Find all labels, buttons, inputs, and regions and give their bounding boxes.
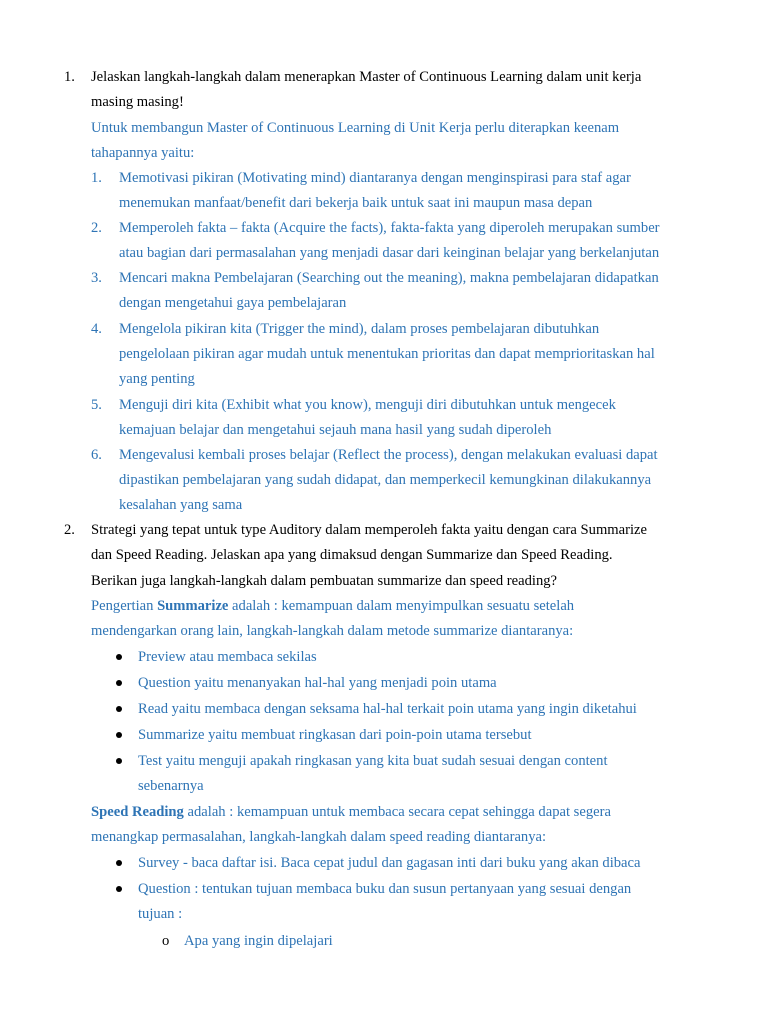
- speed-reading-definition-line-2: menangkap permasalahan, langkah-langkah dalam speed reading diantaranya:: [91, 829, 547, 845]
- step-1-line-2: menemukan manfaat/benefit dari bekerja baik untuk saat ini maupun masa depan: [119, 195, 593, 211]
- step-6-line-1: Mengevalusi kembali proses belajar (Reflect the process), dengan melakukan evaluasi dapat: [119, 447, 658, 463]
- summarize-bullet-3: Read yaitu membaca dengan seksama hal-hal terkait poin utama yang ingin diketahui: [138, 701, 637, 717]
- step-2-number: 2.: [91, 220, 102, 236]
- summarize-bullet-5-line-2: sebenarnya: [138, 778, 204, 794]
- step-5-line-2: kemajuan belajar dan mengetahui sejauh mana hasil yang sudah diperoleh: [119, 422, 552, 438]
- summarize-rest: adalah : kemampuan dalam menyimpulkan sesuatu setelah: [228, 598, 575, 614]
- bullet-dot-icon: [116, 886, 122, 892]
- step-1-number: 1.: [91, 170, 102, 186]
- bullet-dot-icon: [116, 706, 122, 712]
- speed-reading-bullet-2-line-2: tujuan :: [138, 906, 183, 922]
- summarize-term: Summarize: [157, 598, 229, 614]
- step-2-line-2: atau bagian dari permasalahan yang menjadi dasar dari keinginan belajar yang berkelanjutan: [119, 245, 660, 261]
- question-2-line-1: Strategi yang tepat untuk type Auditory dalam memperoleh fakta yaitu dengan cara Summarize: [91, 522, 648, 538]
- step-5-line-1: Menguji diri kita (Exhibit what you know), menguji diri dibutuhkan untuk mengecek: [119, 397, 616, 413]
- step-3-line-1: Mencari makna Pembelajaran (Searching out the meaning), makna pembelajaran didapatkan: [119, 270, 659, 286]
- step-2-line-1: Memperoleh fakta – fakta (Acquire the facts), fakta-fakta yang diperoleh merupakan sumber: [119, 220, 660, 236]
- speed-reading-term: Speed Reading: [91, 804, 184, 820]
- bullet-dot-icon: [116, 732, 122, 738]
- question-2-number: 2.: [64, 522, 75, 538]
- step-4-line-2: pengelolaan pikiran agar mudah untuk menentukan prioritas dan dapat memprioritaskan hal: [119, 346, 655, 362]
- question-2-line-2: dan Speed Reading. Jelaskan apa yang dimaksud dengan Summarize dan Speed Reading.: [91, 547, 613, 563]
- step-6-number: 6.: [91, 447, 102, 463]
- summarize-bullet-5-line-1: Test yaitu menguji apakah ringkasan yang kita buat sudah sesuai dengan content: [138, 753, 608, 769]
- summarize-prefix: Pengertian: [91, 598, 158, 614]
- question-2-line-3: Berikan juga langkah-langkah dalam pembuatan summarize dan speed reading?: [91, 573, 558, 589]
- step-6-line-3: kesalahan yang sama: [119, 497, 243, 513]
- bullet-dot-icon: [116, 860, 122, 866]
- summarize-bullet-1: Preview atau membaca sekilas: [138, 649, 317, 665]
- question-1-line-2: masing masing!: [91, 94, 184, 110]
- step-4-number: 4.: [91, 321, 102, 337]
- step-4-line-3: yang penting: [119, 371, 195, 387]
- speed-reading-sub-bullet-1: Apa yang ingin dipelajari: [184, 933, 333, 949]
- summarize-bullet-4: Summarize yaitu membuat ringkasan dari poin-poin utama tersebut: [138, 727, 532, 743]
- speed-reading-bullet-2-line-1: Question : tentukan tujuan membaca buku dan susun pertanyaan yang sesuai dengan: [138, 881, 632, 897]
- answer-1-intro-line-2: tahapannya yaitu:: [91, 145, 195, 161]
- summarize-definition-line-2: mendengarkan orang lain, langkah-langkah dalam metode summarize diantaranya:: [91, 623, 574, 639]
- step-4-line-1: Mengelola pikiran kita (Trigger the mind), dalam proses pembelajaran dibutuhkan: [119, 321, 600, 337]
- bullet-dot-icon: [116, 654, 122, 660]
- question-1-line-1: Jelaskan langkah-langkah dalam menerapkan Master of Continuous Learning dalam unit kerja: [91, 69, 642, 85]
- step-3-line-2: dengan mengetahui gaya pembelajaran: [119, 295, 347, 311]
- bullet-dot-icon: [116, 680, 122, 686]
- speed-reading-definition-line-1: [91, 803, 611, 821]
- step-3-number: 3.: [91, 270, 102, 286]
- bullet-dot-icon: [116, 758, 122, 764]
- sub-bullet-circle-icon: o: [162, 933, 170, 949]
- summarize-definition-line-1: [91, 597, 574, 615]
- answer-1-intro-line-1: Untuk membangun Master of Continuous Learning di Unit Kerja perlu diterapkan keenam: [91, 120, 620, 136]
- question-1-number: 1.: [64, 69, 75, 85]
- speed-reading-rest: adalah : kemampuan untuk membaca secara cepat sehingga dapat segera: [183, 804, 611, 820]
- step-6-line-2: dipastikan pembelajaran yang sudah didapat, dan memperkecil kemungkinan dilakukannya: [119, 472, 652, 488]
- speed-reading-bullet-1: Survey - baca daftar isi. Baca cepat judul dan gagasan inti dari buku yang akan dibaca: [138, 855, 641, 871]
- step-5-number: 5.: [91, 397, 102, 413]
- step-1-line-1: Memotivasi pikiran (Motivating mind) diantaranya dengan menginspirasi para staf agar: [119, 170, 631, 186]
- summarize-bullet-2: Question yaitu menanyakan hal-hal yang menjadi poin utama: [138, 675, 497, 691]
